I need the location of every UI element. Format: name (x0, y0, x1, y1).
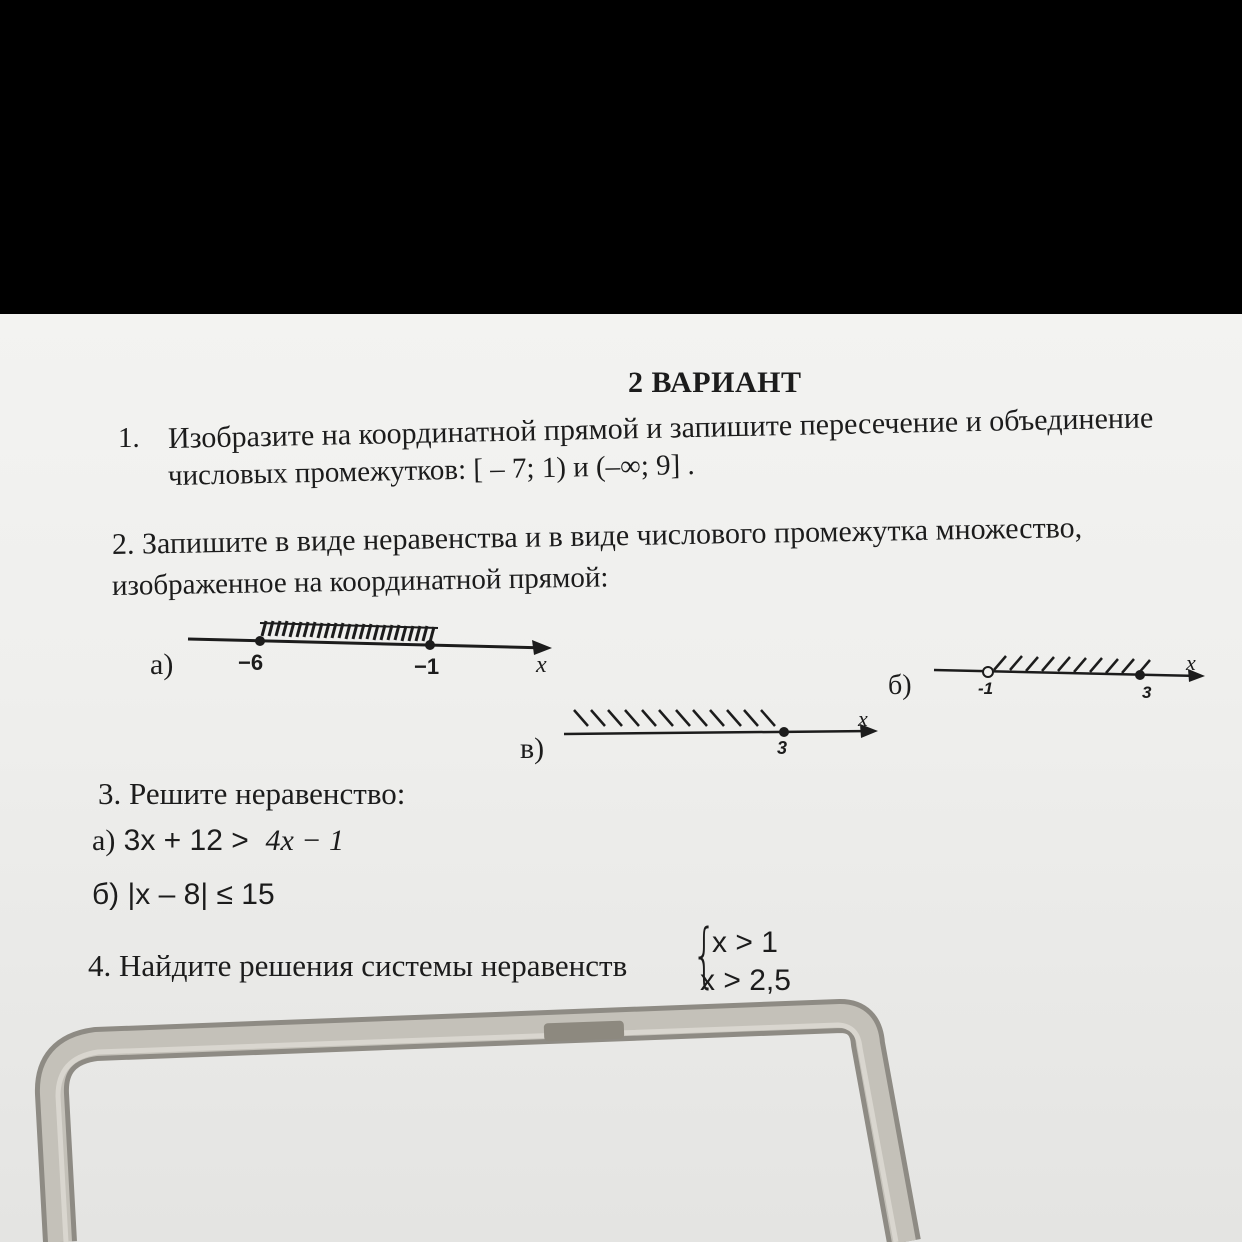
system-inequality-1: x > 1 (712, 926, 778, 959)
paper-sheet (0, 314, 1242, 1242)
tick-a-left: −6 (238, 650, 264, 675)
system-inequality-2: x > 2,5 (700, 964, 791, 997)
task2-a-label: а) (150, 648, 174, 681)
tick-b-right: 3 (1142, 683, 1152, 702)
task2-line1: 2. Запишите в виде неравенства и в виде числового промежутка множество, (111, 511, 1083, 561)
task4-text: 4. Найдите решения системы неравенств (88, 948, 628, 983)
task1-number: 1. (118, 422, 140, 454)
task3-heading: 3. Решите неравенство: (98, 776, 406, 811)
tick-v: 3 (777, 738, 788, 758)
task2-v-label: в) (520, 732, 545, 765)
task2-line2: изображенное на координатной прямой: (111, 561, 609, 602)
task3-a-sign: > (231, 824, 249, 857)
task3-a-prefix: а) (92, 824, 116, 857)
task3-a-rhs: 4x − 1 (265, 824, 345, 857)
tick-a-right: −1 (414, 654, 440, 679)
clipboard-clip (0, 314, 1242, 1242)
task2-b-label: б) (888, 670, 912, 701)
task3-a-lhs: 3x + 12 (123, 824, 223, 857)
task1-line1: Изобразите на координатной прямой и запишите пересечение и объединение (167, 401, 1154, 455)
axis-b-label: x (1186, 650, 1196, 675)
system-brace: { (692, 914, 717, 996)
task3-b: б) |x – 8| ≤ 15 (92, 878, 275, 911)
axis-a-label: x (536, 652, 547, 678)
task1-line2: числовых промежутков: [ – 7; 1) и (–∞; 9] . (167, 448, 696, 492)
tick-b-left: -1 (978, 679, 994, 698)
axis-v-label: x (858, 706, 868, 731)
page-title: 2 ВАРИАНТ (628, 366, 802, 399)
